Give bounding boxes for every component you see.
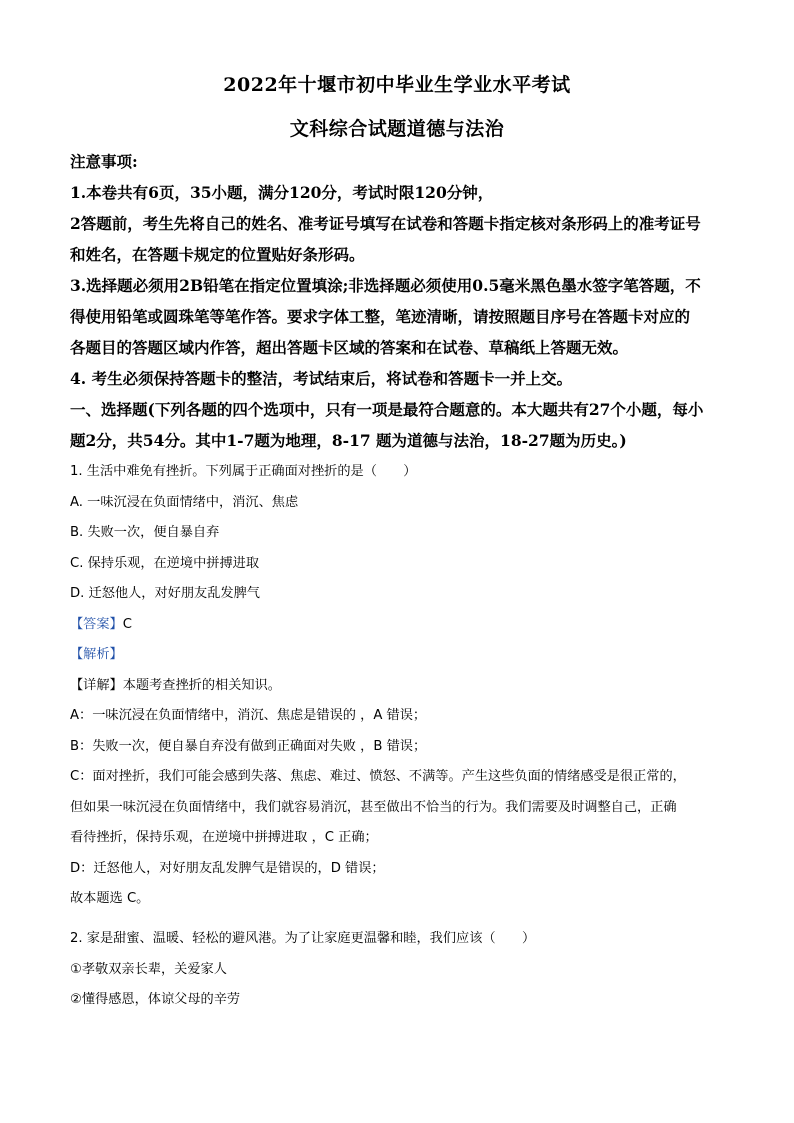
answer-tag: 【答案】 bbox=[70, 616, 123, 632]
exam-subtitle: 文科综合试题道德与法治 bbox=[289, 118, 505, 140]
section-heading bbox=[70, 394, 730, 456]
explain-line: A：一味沉浸在负面情绪中，消沉、焦虑是错误的 ，A 错误； bbox=[70, 708, 427, 723]
question-stem: 2. 家是甜蜜、温暖、轻松的避风港。为了让家庭更温馨和睦，我们应该（ ） bbox=[70, 931, 536, 946]
explain-line: C：面对挫折，我们可能会感到失落、焦虑、难过、愤怒、不满等。产生这些负面的情绪感受是很正常的， bbox=[70, 769, 686, 784]
notice-heading: 注意事项: bbox=[70, 152, 138, 171]
notice-item: 各题目的答题区域内作答，超出答题卡区域的答案和在试卷、草稿纸上答题无效。 bbox=[70, 338, 629, 357]
detail-line bbox=[70, 671, 730, 702]
question-2 bbox=[70, 924, 730, 1016]
notice-block bbox=[70, 146, 730, 394]
q2-item: ②懂得感恩，体谅父母的辛劳 bbox=[70, 992, 241, 1007]
explain-line: 看待挫折，保持乐观，在逆境中拼搏进取 ，C 正确； bbox=[70, 830, 378, 845]
question-1 bbox=[70, 457, 730, 915]
notice-item: 和姓名，在答题卡规定的位置贴好条形码。 bbox=[70, 245, 365, 264]
explain-line: 但如果一味沉浸在负面情绪中，我们就容易消沉，甚至做出不恰当的行为。我们需要及时调整自己，正确 bbox=[70, 799, 677, 815]
option-a: A. 一味沉浸在负面情绪中，消沉、焦虑 bbox=[70, 494, 299, 510]
answer-value: C bbox=[122, 616, 132, 632]
answer-line bbox=[70, 610, 730, 641]
option-c: C. 保持乐观，在逆境中拼搏进取 bbox=[70, 555, 260, 571]
option-d: D. 迁怒他人，对好朋友乱发脾气 bbox=[70, 586, 260, 601]
explain-line: B：失败一次，便自暴自弃没有做到正确面对失败 ，B 错误； bbox=[70, 738, 427, 754]
explain-line: 故本题选 C。 bbox=[70, 891, 150, 906]
section-line: 一、选择题(下列各题的四个选项中，只有一项是最符合题意的。本大题共有27个小题，每小 bbox=[70, 400, 704, 419]
question-stem: 1. 生活中难免有挫折。下列属于正确面对挫折的是（ ） bbox=[70, 464, 417, 479]
notice-item: 4. 考生必须保持答题卡的整洁，考试结束后，将试卷和答题卡一并上交。 bbox=[70, 369, 573, 388]
analysis-line bbox=[70, 640, 730, 671]
explain-line: D：迁怒他人，对好朋友乱发脾气是错误的，D 错误； bbox=[70, 860, 385, 876]
detail-text: 本题考查挫折的相关知识。 bbox=[122, 677, 281, 693]
exam-title: 2022年十堰市初中毕业生学业水平考试 bbox=[223, 74, 571, 96]
q2-item: ①孝敬双亲长辈，关爱家人 bbox=[70, 961, 227, 977]
detail-tag: 【详解】 bbox=[70, 677, 123, 693]
notice-item: 2答题前，考生先将自己的姓名、准考证号填写在试卷和答题卡指定核对条形码上的准考证号 bbox=[70, 214, 701, 233]
notice-item: 3.选择题必须用2B铅笔在指定位置填涂;非选择题必须使用0.5毫米黑色墨水签字笔答题，不 bbox=[70, 276, 701, 295]
option-b: B. 失败一次，便自暴自弃 bbox=[70, 525, 220, 540]
section-line: 题2分，共54分。其中1-7题为地理，8-17 题为道德与法治，18-27题为历史。) bbox=[70, 431, 627, 450]
notice-item: 得使用铅笔或圆珠笔等笔作答。要求字体工整，笔迹清晰，请按照题目序号在答题卡对应的 bbox=[70, 307, 691, 326]
analysis-tag: 【解析】 bbox=[70, 647, 123, 662]
notice-item: 1.本卷共有6页，35小题，满分120分，考试时限120分钟， bbox=[70, 183, 494, 202]
